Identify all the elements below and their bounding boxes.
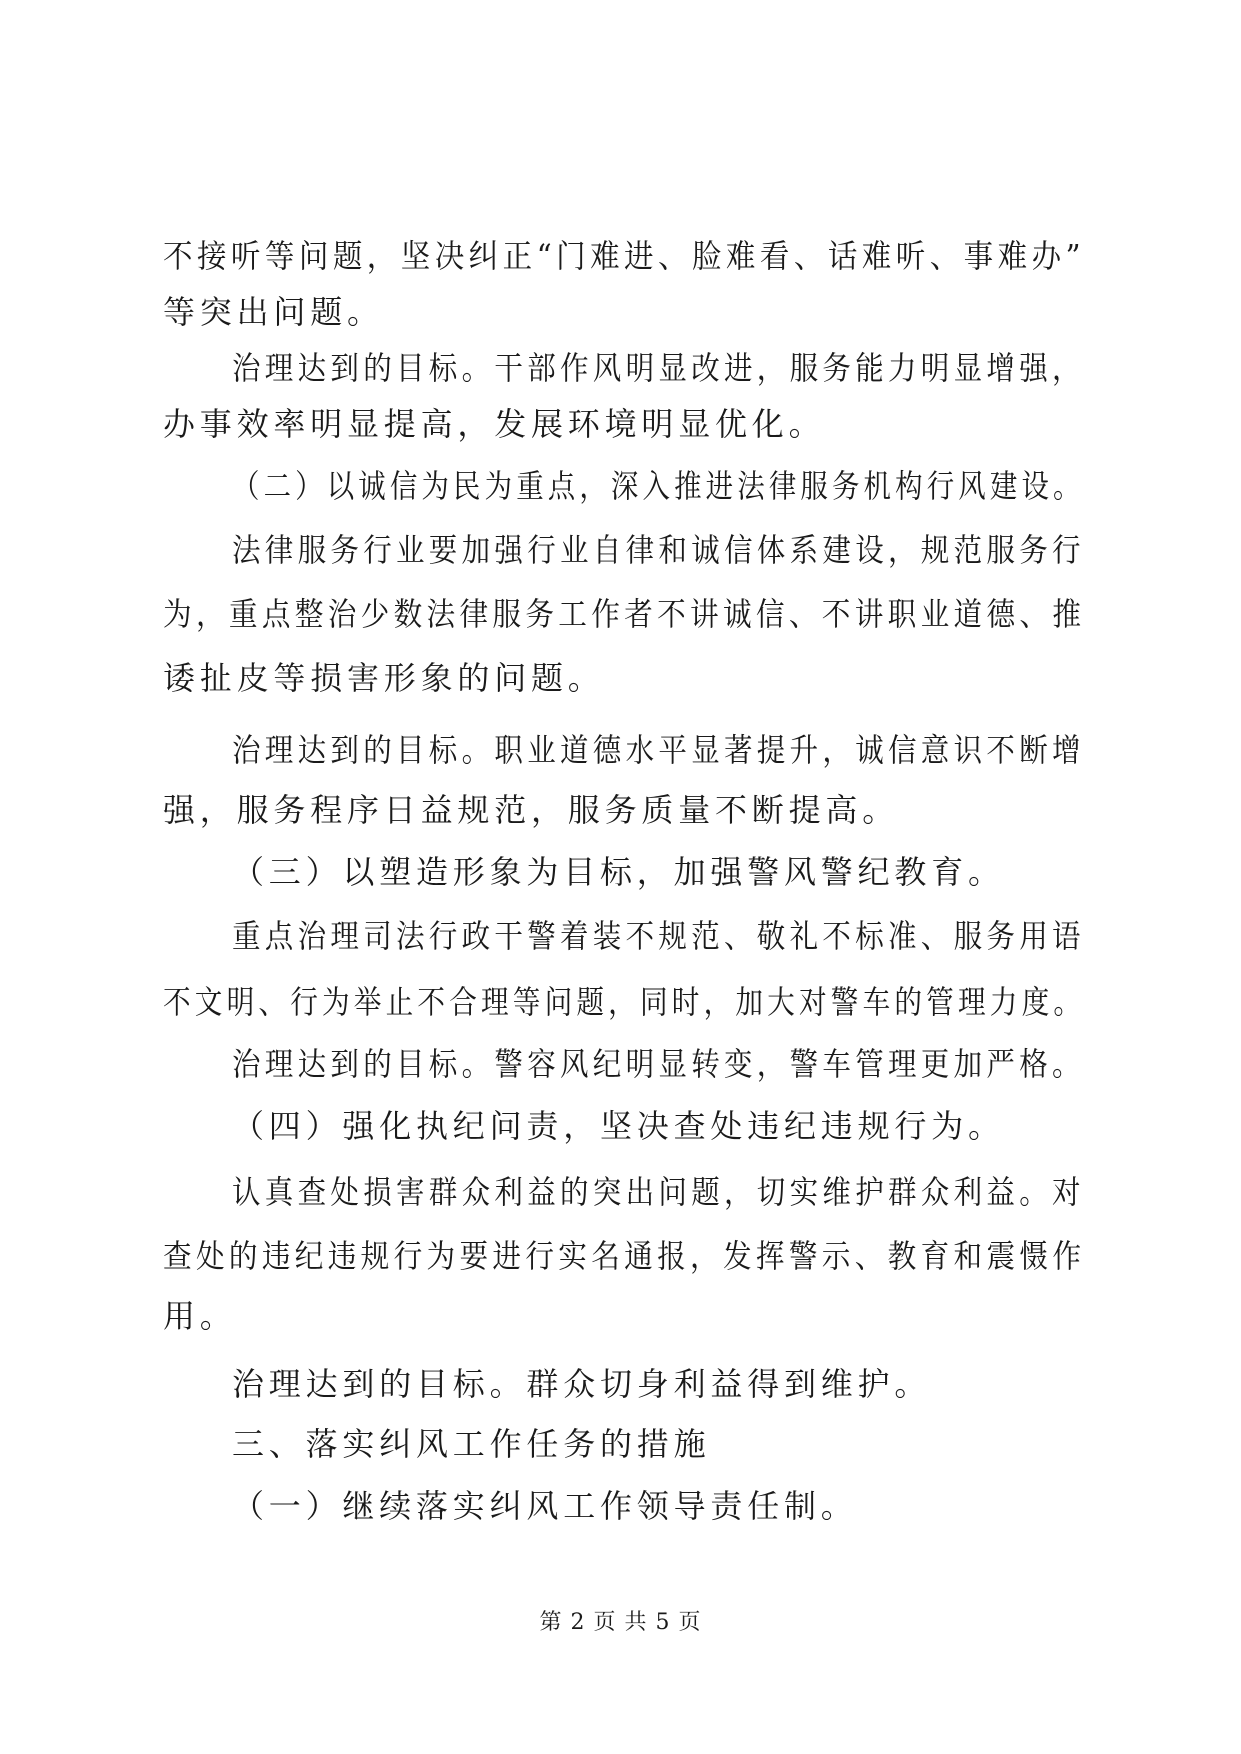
body-line-14: 治理达到的目标。警容风纪明显转变，警车管理更加严格。 — [232, 1045, 1085, 1083]
body-line-10: 强，服务程序日益规范，服务质量不断提高。 — [163, 791, 900, 829]
body-line-2: 等突出问题。 — [163, 293, 384, 331]
body-line-1: 不接听等问题，坚决纠正“门难进、脸难看、话难听、事难办” — [163, 237, 1086, 275]
body-line-8: 诿扯皮等损害形象的问题。 — [163, 659, 605, 697]
body-line-16: 认真查处损害群众利益的突出问题，切实维护群众利益。对 — [232, 1173, 1085, 1211]
section-heading-4: （四）强化执纪问责，坚决查处违纪违规行为。 — [232, 1107, 1005, 1145]
body-line-3: 治理达到的目标。干部作风明显改进，服务能力明显增强， — [232, 349, 1085, 387]
chapter-heading-3: 三、落实纠风工作任务的措施 — [232, 1425, 711, 1463]
body-line-12: 重点治理司法行政干警着装不规范、敬礼不标准、服务用语 — [232, 917, 1085, 955]
section-heading-2: （二）以诚信为民为重点，深入推进法律服务机构行风建设。 — [232, 467, 1085, 505]
body-line-19: 治理达到的目标。群众切身利益得到维护。 — [232, 1365, 932, 1403]
body-line-17: 查处的违纪违规行为要进行实名通报，发挥警示、教育和震慑作 — [163, 1237, 1086, 1275]
body-line-6: 法律服务行业要加强行业自律和诚信体系建设，规范服务行 — [232, 531, 1085, 569]
page-number-footer: 第 2 页 共 5 页 — [539, 1610, 702, 1635]
section-heading-3: （三）以塑造形象为目标，加强警风警纪教育。 — [232, 853, 1005, 891]
body-line-13: 不文明、行为举止不合理等问题，同时，加大对警车的管理力度。 — [163, 983, 1086, 1021]
subsection-heading-1: （一）继续落实纠风工作领导责任制。 — [232, 1487, 858, 1525]
body-line-18: 用。 — [163, 1297, 237, 1335]
body-line-4: 办事效率明显提高，发展环境明显优化。 — [163, 405, 826, 443]
body-line-7: 为，重点整治少数法律服务工作者不讲诚信、不讲职业道德、推 — [163, 595, 1086, 633]
body-line-9: 治理达到的目标。职业道德水平显著提升，诚信意识不断增 — [232, 731, 1085, 769]
